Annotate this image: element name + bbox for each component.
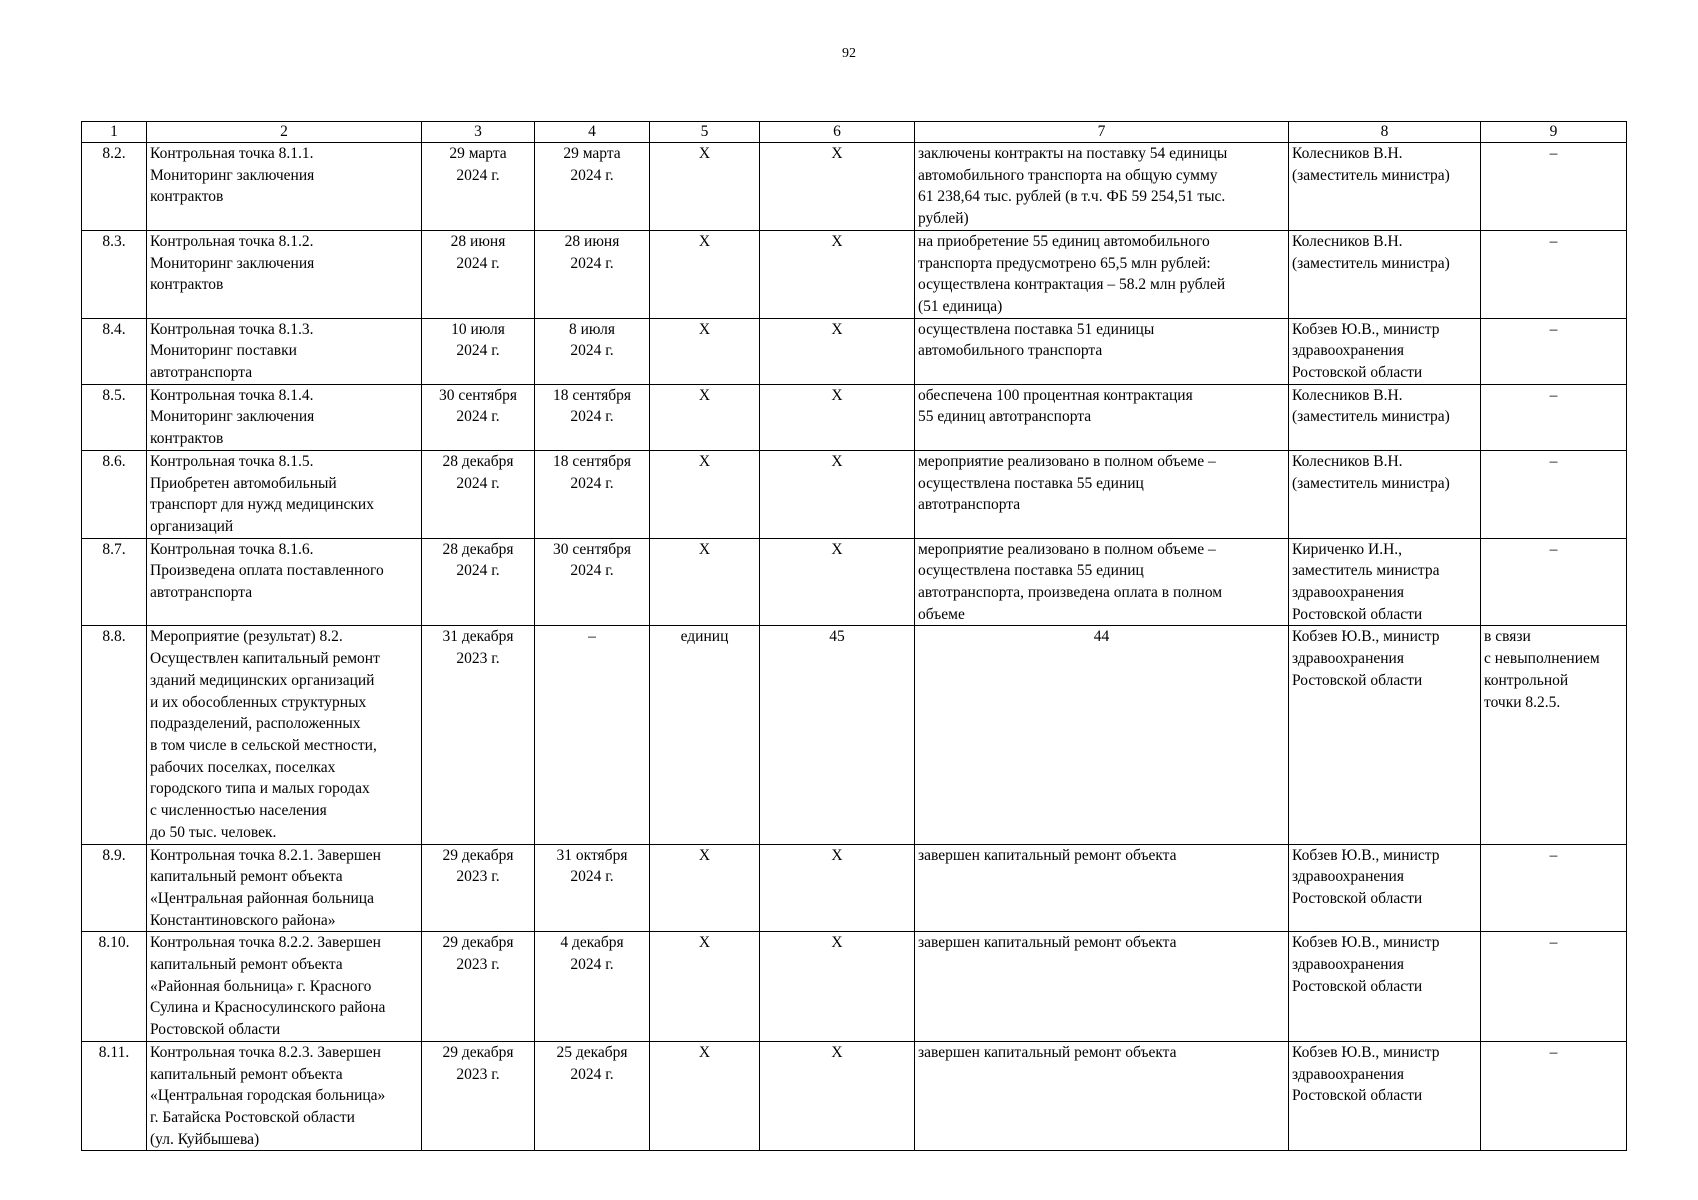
event-name-cell: Контрольная точка 8.1.5. Приобретен автомобильный транспорт для нужд медицинских организаций: [147, 450, 422, 538]
column-header: 4: [535, 122, 650, 143]
plan-date-cell: 29 марта 2024 г.: [422, 143, 535, 231]
responsible-cell: Колесников В.Н. (заместитель министра): [1289, 450, 1481, 538]
result-cell: мероприятие реализовано в полном объеме – осуществлена поставка 55 единиц автотранспорта: [915, 450, 1289, 538]
plan-value-cell: Х: [760, 318, 915, 384]
plan-value-cell: Х: [760, 384, 915, 450]
column-header: 3: [422, 122, 535, 143]
report-table: [81, 121, 1627, 1151]
plan-value-cell: 45: [760, 626, 915, 844]
table-row: [82, 626, 1627, 844]
row-number-cell: 8.6.: [82, 450, 147, 538]
table-row: [82, 1041, 1627, 1151]
result-cell: завершен капитальный ремонт объекта: [915, 1041, 1289, 1151]
event-name-cell: Контрольная точка 8.1.4. Мониторинг заключения контрактов: [147, 384, 422, 450]
plan-value-cell: Х: [760, 450, 915, 538]
fact-date-cell: 4 декабря 2024 г.: [535, 932, 650, 1042]
result-cell: обеспечена 100 процентная контрактация 55 единиц автотранспорта: [915, 384, 1289, 450]
result-cell: завершен капитальный ремонт объекта: [915, 844, 1289, 932]
table-row: [82, 844, 1627, 932]
plan-value-cell: Х: [760, 230, 915, 318]
table-row: [82, 450, 1627, 538]
table-row: [82, 932, 1627, 1042]
note-cell: –: [1481, 450, 1627, 538]
plan-value-cell: Х: [760, 844, 915, 932]
plan-date-cell: 28 июня 2024 г.: [422, 230, 535, 318]
unit-cell: Х: [650, 538, 760, 626]
unit-cell: Х: [650, 143, 760, 231]
plan-value-cell: Х: [760, 932, 915, 1042]
note-cell: –: [1481, 318, 1627, 384]
unit-cell: Х: [650, 844, 760, 932]
plan-date-cell: 29 декабря 2023 г.: [422, 932, 535, 1042]
plan-date-cell: 28 декабря 2024 г.: [422, 538, 535, 626]
plan-date-cell: 30 сентября 2024 г.: [422, 384, 535, 450]
plan-date-cell: 28 декабря 2024 г.: [422, 450, 535, 538]
column-header: 6: [760, 122, 915, 143]
unit-cell: Х: [650, 1041, 760, 1151]
fact-date-cell: 28 июня 2024 г.: [535, 230, 650, 318]
responsible-cell: Кобзев Ю.В., министр здравоохранения Ростовской области: [1289, 844, 1481, 932]
unit-cell: единиц: [650, 626, 760, 844]
row-number-cell: 8.9.: [82, 844, 147, 932]
column-header: 8: [1289, 122, 1481, 143]
table-row: [82, 318, 1627, 384]
event-name-cell: Контрольная точка 8.1.6. Произведена оплата поставленного автотранспорта: [147, 538, 422, 626]
plan-date-cell: 31 декабря 2023 г.: [422, 626, 535, 844]
event-name-cell: Контрольная точка 8.2.2. Завершен капитальный ремонт объекта «Районная больница» г. Красного Сулина и Красносулинского района Ростовской области: [147, 932, 422, 1042]
row-number-cell: 8.11.: [82, 1041, 147, 1151]
unit-cell: Х: [650, 230, 760, 318]
fact-date-cell: 30 сентября 2024 г.: [535, 538, 650, 626]
fact-date-cell: 18 сентября 2024 г.: [535, 450, 650, 538]
event-name-cell: Контрольная точка 8.1.3. Мониторинг поставки автотранспорта: [147, 318, 422, 384]
responsible-cell: Кобзев Ю.В., министр здравоохранения Ростовской области: [1289, 1041, 1481, 1151]
event-name-cell: Контрольная точка 8.1.2. Мониторинг заключения контрактов: [147, 230, 422, 318]
column-header: 1: [82, 122, 147, 143]
responsible-cell: Колесников В.Н. (заместитель министра): [1289, 384, 1481, 450]
row-number-cell: 8.3.: [82, 230, 147, 318]
plan-value-cell: Х: [760, 1041, 915, 1151]
note-cell: –: [1481, 230, 1627, 318]
table-row: [82, 384, 1627, 450]
responsible-cell: Кириченко И.Н., заместитель министра здравоохранения Ростовской области: [1289, 538, 1481, 626]
result-cell: мероприятие реализовано в полном объеме – осуществлена поставка 55 единиц автотранспорта, произведена оплата в полном объеме: [915, 538, 1289, 626]
row-number-cell: 8.7.: [82, 538, 147, 626]
result-cell: 44: [915, 626, 1289, 844]
note-cell: –: [1481, 538, 1627, 626]
row-number-cell: 8.10.: [82, 932, 147, 1042]
unit-cell: Х: [650, 318, 760, 384]
plan-value-cell: Х: [760, 143, 915, 231]
note-cell: –: [1481, 1041, 1627, 1151]
event-name-cell: Мероприятие (результат) 8.2. Осуществлен капитальный ремонт зданий медицинских организаций и их обособленных структурных подразделений, расположенных в том числе в сельской местности, рабочих поселках, поселках городского типа и малых городах с численностью населения до 50 тыс. человек.: [147, 626, 422, 844]
table-row: [82, 143, 1627, 231]
responsible-cell: Кобзев Ю.В., министр здравоохранения Ростовской области: [1289, 932, 1481, 1042]
responsible-cell: Кобзев Ю.В., министр здравоохранения Ростовской области: [1289, 626, 1481, 844]
result-cell: на приобретение 55 единиц автомобильного транспорта предусмотрено 65,5 млн рублей: осуществлена контрактация – 58.2 млн рублей (51 единица): [915, 230, 1289, 318]
table-row: [82, 538, 1627, 626]
note-cell: в связи с невыполнением контрольной точки 8.2.5.: [1481, 626, 1627, 844]
row-number-cell: 8.2.: [82, 143, 147, 231]
table-row: [82, 230, 1627, 318]
responsible-cell: Колесников В.Н. (заместитель министра): [1289, 143, 1481, 231]
result-cell: осуществлена поставка 51 единицы автомобильного транспорта: [915, 318, 1289, 384]
column-number-row: [82, 122, 1627, 143]
row-number-cell: 8.4.: [82, 318, 147, 384]
responsible-cell: Кобзев Ю.В., министр здравоохранения Ростовской области: [1289, 318, 1481, 384]
responsible-cell: Колесников В.Н. (заместитель министра): [1289, 230, 1481, 318]
note-cell: –: [1481, 844, 1627, 932]
event-name-cell: Контрольная точка 8.2.1. Завершен капитальный ремонт объекта «Центральная районная больница Константиновского района»: [147, 844, 422, 932]
fact-date-cell: 31 октября 2024 г.: [535, 844, 650, 932]
plan-date-cell: 29 декабря 2023 г.: [422, 844, 535, 932]
plan-value-cell: Х: [760, 538, 915, 626]
result-cell: заключены контракты на поставку 54 единицы автомобильного транспорта на общую сумму 61 238,64 тыс. рублей (в т.ч. ФБ 59 254,51 тыс. рублей): [915, 143, 1289, 231]
row-number-cell: 8.8.: [82, 626, 147, 844]
plan-date-cell: 29 декабря 2023 г.: [422, 1041, 535, 1151]
unit-cell: Х: [650, 384, 760, 450]
unit-cell: Х: [650, 932, 760, 1042]
fact-date-cell: 29 марта 2024 г.: [535, 143, 650, 231]
column-header: 2: [147, 122, 422, 143]
event-name-cell: Контрольная точка 8.1.1. Мониторинг заключения контрактов: [147, 143, 422, 231]
plan-date-cell: 10 июля 2024 г.: [422, 318, 535, 384]
fact-date-cell: 25 декабря 2024 г.: [535, 1041, 650, 1151]
fact-date-cell: 18 сентября 2024 г.: [535, 384, 650, 450]
column-header: 9: [1481, 122, 1627, 143]
unit-cell: Х: [650, 450, 760, 538]
page-number: 92: [842, 46, 856, 61]
note-cell: –: [1481, 932, 1627, 1042]
column-header: 5: [650, 122, 760, 143]
fact-date-cell: –: [535, 626, 650, 844]
result-cell: завершен капитальный ремонт объекта: [915, 932, 1289, 1042]
row-number-cell: 8.5.: [82, 384, 147, 450]
note-cell: –: [1481, 143, 1627, 231]
column-header: 7: [915, 122, 1289, 143]
fact-date-cell: 8 июля 2024 г.: [535, 318, 650, 384]
note-cell: –: [1481, 384, 1627, 450]
event-name-cell: Контрольная точка 8.2.3. Завершен капитальный ремонт объекта «Центральная городская больница» г. Батайска Ростовской области (ул. Куйбышева): [147, 1041, 422, 1151]
